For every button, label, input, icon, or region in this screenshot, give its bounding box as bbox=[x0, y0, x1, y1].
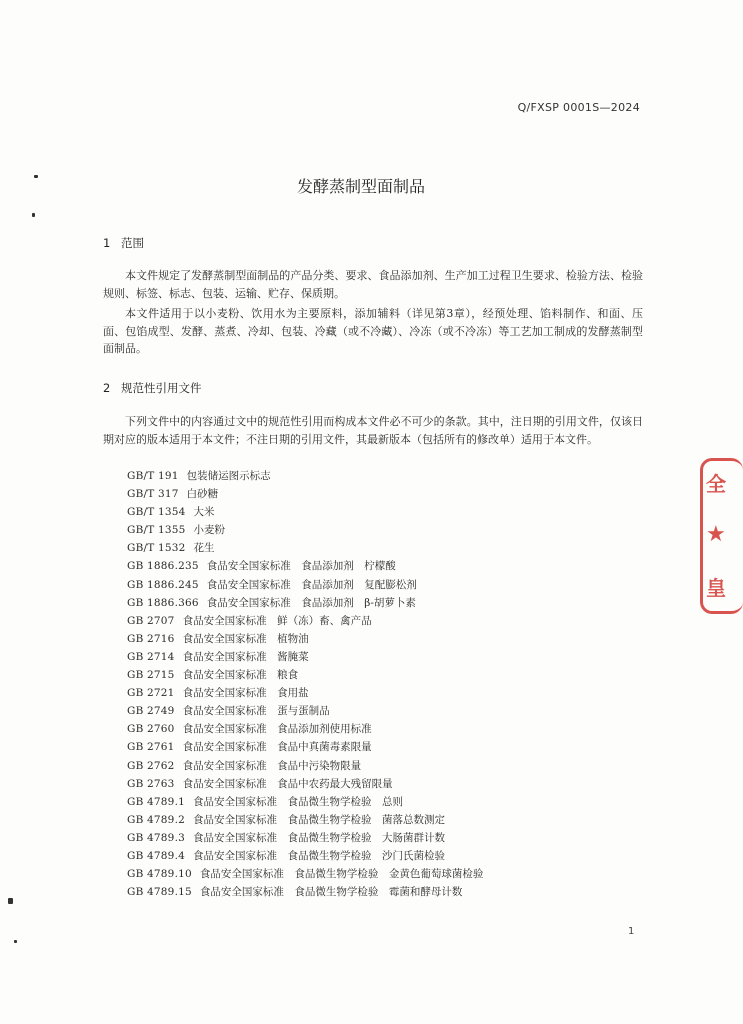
reference-title: 食品安全国家标准 食品微生物学检验 沙门氏菌检验 bbox=[192, 849, 445, 862]
reference-item bbox=[127, 648, 483, 666]
reference-title: 食品安全国家标准 粮食 bbox=[182, 669, 299, 682]
reference-title: 食品安全国家标准 食品中农药最大残留限量 bbox=[182, 777, 393, 790]
reference-title: 食品安全国家标准 蛋与蛋制品 bbox=[182, 705, 330, 718]
reference-title: 食品安全国家标准 食品添加剂 复配膨松剂 bbox=[206, 578, 417, 591]
reference-code: GB 2715 bbox=[127, 669, 175, 682]
document-code: Q/FXSP 0001S—2024 bbox=[517, 101, 640, 114]
reference-title: 花生 bbox=[193, 542, 215, 555]
reference-title: 食品安全国家标准 食品微生物学检验 大肠菌群计数 bbox=[192, 831, 445, 844]
reference-item bbox=[127, 612, 483, 630]
scan-dot bbox=[14, 940, 17, 943]
stamp-character: 皇 bbox=[706, 576, 726, 600]
reference-title: 食品安全国家标准 食品微生物学检验 菌落总数测定 bbox=[192, 813, 445, 826]
reference-item bbox=[127, 811, 483, 829]
reference-item bbox=[127, 829, 483, 847]
reference-title: 小麦粉 bbox=[193, 524, 226, 537]
reference-item bbox=[127, 757, 483, 775]
reference-title: 食品安全国家标准 食品微生物学检验 霉菌和酵母计数 bbox=[199, 886, 463, 899]
reference-code: GB 2714 bbox=[127, 650, 175, 663]
reference-code: GB/T 1532 bbox=[127, 542, 186, 555]
reference-list bbox=[127, 467, 483, 901]
reference-title: 食品安全国家标准 食品中真菌毒素限量 bbox=[182, 741, 372, 754]
reference-code: GB 4789.4 bbox=[127, 849, 185, 862]
reference-code: GB 4789.2 bbox=[127, 813, 185, 826]
reference-item bbox=[127, 883, 483, 901]
reference-item bbox=[127, 503, 483, 521]
reference-item bbox=[127, 865, 483, 883]
reference-code: GB 1886.235 bbox=[127, 560, 199, 573]
reference-code: GB/T 1355 bbox=[127, 524, 186, 537]
reference-title: 白砂糖 bbox=[186, 488, 219, 501]
reference-code: GB/T 317 bbox=[127, 488, 179, 501]
reference-code: GB 2760 bbox=[127, 723, 175, 736]
section-number: 1 bbox=[103, 236, 111, 250]
reference-code: GB 1886.245 bbox=[127, 578, 199, 591]
section-heading-normative bbox=[103, 380, 202, 396]
reference-title: 食品安全国家标准 食用盐 bbox=[182, 687, 309, 700]
reference-item bbox=[127, 793, 483, 811]
normative-paragraph: 下列文件中的内容通过文中的规范性引用而构成本文件必不可少的条款。其中，注日期的引用文件，仅该日期对应的版本适用于本文件；不注日期的引用文件，其最新版本（包括所有的修改单）适用于本文件。 bbox=[103, 415, 643, 446]
reference-title: 食品安全国家标准 鲜（冻）畜、禽产品 bbox=[182, 614, 372, 627]
reference-title: 食品安全国家标准 酱腌菜 bbox=[182, 650, 309, 663]
section-title: 规范性引用文件 bbox=[121, 381, 202, 395]
reference-code: GB/T 191 bbox=[127, 470, 179, 482]
reference-title: 食品安全国家标准 食品微生物学检验 总则 bbox=[192, 795, 403, 808]
reference-title: 食品安全国家标准 食品微生物学检验 金黄色葡萄球菌检验 bbox=[199, 868, 484, 881]
reference-title: 大米 bbox=[193, 506, 215, 519]
scope-paragraph-2: 本文件适用于以小麦粉、饮用水为主要原料，添加辅料（详见第3章），经预处理、馅料制作、和面、压面、包馅成型、发酵、蒸煮、冷却、包装、冷藏（或不冷藏）、冷冻（或不冷冻）等工艺加工制成的发酵蒸制型面制品。 bbox=[103, 307, 643, 355]
section-title: 范围 bbox=[121, 236, 144, 250]
reference-code: GB 2716 bbox=[127, 632, 175, 645]
reference-item bbox=[127, 720, 483, 738]
reference-title: 包装储运图示标志 bbox=[186, 470, 271, 482]
reference-code: GB 2721 bbox=[127, 687, 175, 700]
reference-code: GB 4789.15 bbox=[127, 886, 192, 899]
reference-code: GB 2762 bbox=[127, 759, 175, 772]
reference-code: GB 2749 bbox=[127, 705, 175, 718]
reference-code: GB/T 1354 bbox=[127, 506, 186, 519]
reference-item bbox=[127, 702, 483, 720]
reference-item bbox=[127, 630, 483, 648]
scan-dot bbox=[34, 175, 38, 178]
scan-dot bbox=[8, 898, 13, 904]
scan-dot bbox=[32, 213, 35, 217]
reference-item bbox=[127, 666, 483, 684]
reference-item bbox=[127, 539, 483, 557]
reference-title: 食品安全国家标准 植物油 bbox=[182, 632, 309, 645]
reference-code: GB 4789.3 bbox=[127, 831, 185, 844]
reference-item bbox=[127, 557, 483, 575]
reference-item bbox=[127, 594, 483, 612]
reference-code: GB 2761 bbox=[127, 741, 175, 754]
reference-code: GB 2763 bbox=[127, 777, 175, 790]
reference-title: 食品安全国家标准 食品添加剂 柠檬酸 bbox=[206, 560, 396, 573]
page-number: 1 bbox=[628, 926, 635, 937]
section-number: 2 bbox=[103, 381, 111, 395]
reference-item bbox=[127, 684, 483, 702]
reference-item bbox=[127, 521, 483, 539]
reference-code: GB 1886.366 bbox=[127, 596, 199, 609]
reference-title: 食品安全国家标准 食品添加剂 β-胡萝卜素 bbox=[206, 596, 416, 609]
reference-title: 食品安全国家标准 食品中污染物限量 bbox=[182, 759, 362, 772]
reference-code: GB 4789.10 bbox=[127, 868, 192, 881]
stamp-character: 全 bbox=[706, 472, 726, 496]
reference-code: GB 2707 bbox=[127, 614, 175, 627]
reference-item bbox=[127, 485, 483, 503]
reference-item bbox=[127, 576, 483, 594]
reference-item bbox=[127, 467, 483, 485]
scope-paragraph-1: 本文件规定了发酵蒸制型面制品的产品分类、要求、食品添加剂、生产加工过程卫生要求、检验方法、检验规则、标签、标志、包装、运输、贮存、保质期。 bbox=[103, 269, 643, 300]
stamp-star-icon: ★ bbox=[706, 522, 726, 547]
reference-title: 食品安全国家标准 食品添加剂使用标准 bbox=[182, 723, 372, 736]
reference-item bbox=[127, 775, 483, 793]
document-title: 发酵蒸制型面制品 bbox=[296, 177, 425, 196]
reference-item bbox=[127, 847, 483, 865]
section-heading-scope bbox=[103, 235, 144, 251]
reference-item bbox=[127, 738, 483, 756]
reference-code: GB 4789.1 bbox=[127, 795, 185, 808]
